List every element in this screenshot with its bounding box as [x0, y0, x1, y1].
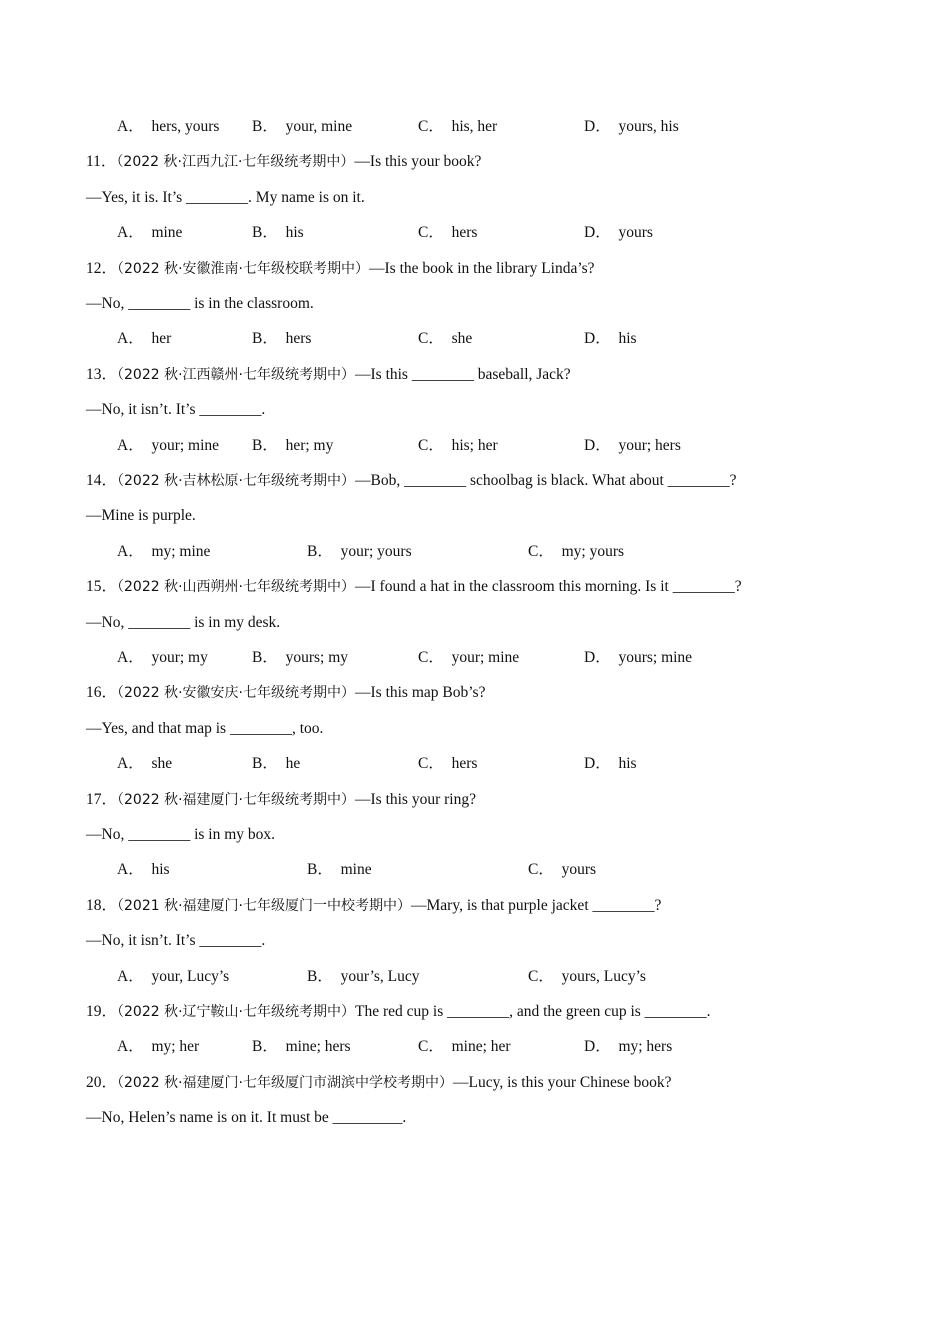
- question-reply: —No, it isn’t. It’s ________.: [86, 401, 266, 419]
- question-stem: [86, 683, 485, 703]
- options-row: [0, 223, 950, 243]
- question-source: （2022 秋·安徽淮南·七年级校联考期中）: [117, 260, 369, 277]
- option-a[interactable]: A． hers, yours: [117, 118, 220, 135]
- option-b[interactable]: B． his: [252, 224, 304, 242]
- question-stem: [86, 152, 481, 172]
- question-stem: [86, 471, 737, 491]
- question-text: —Is this map Bob’s?: [355, 684, 486, 702]
- option-a[interactable]: A． she: [117, 755, 173, 773]
- option-a[interactable]: A． his: [117, 861, 170, 879]
- option-d[interactable]: D． my; hers: [584, 1038, 673, 1056]
- question-number: 20．: [86, 1073, 118, 1091]
- option-c[interactable]: C． his; her: [418, 436, 498, 454]
- options-row: [0, 329, 950, 349]
- option-c[interactable]: C． my; yours: [528, 542, 625, 560]
- option-d[interactable]: D． his: [584, 755, 637, 773]
- option-b[interactable]: B． mine: [307, 861, 372, 879]
- question-text: —Bob, ________ schoolbag is black. What about ________?: [355, 472, 737, 489]
- options-row: [0, 860, 950, 880]
- option-c[interactable]: C． his, her: [418, 118, 498, 135]
- question-source: （2022 秋·安徽安庆·七年级统考期中）: [117, 685, 355, 702]
- question-reply: —No, ________ is in my box.: [86, 826, 276, 843]
- question-number: 17．: [86, 790, 118, 808]
- option-d[interactable]: D． his: [584, 330, 637, 348]
- option-a[interactable]: A． her: [117, 330, 172, 348]
- question-text: —I found a hat in the classroom this morning. Is it ________?: [355, 578, 742, 596]
- option-b[interactable]: B． her; my: [252, 436, 334, 454]
- options-row: [0, 754, 950, 774]
- options-row: [0, 1037, 950, 1057]
- option-a[interactable]: A． my; mine: [117, 542, 211, 560]
- option-b[interactable]: B． mine; hers: [252, 1038, 351, 1056]
- question-stem: [86, 1002, 711, 1022]
- question-number: 19．: [86, 1003, 118, 1020]
- option-d[interactable]: D． yours; mine: [584, 649, 693, 666]
- question-reply: —Yes, and that map is ________, too.: [86, 719, 324, 737]
- question-number: 12．: [86, 259, 118, 277]
- question-number: 11．: [86, 153, 117, 171]
- question-source: （2022 秋·福建厦门·七年级厦门市湖滨中学校考期中）: [117, 1074, 453, 1091]
- question-reply: —No, Helen’s name is on it. It must be _________.: [86, 1109, 407, 1127]
- question-number: 18．: [86, 896, 118, 914]
- question-reply: —No, ________ is in the classroom.: [86, 295, 314, 312]
- option-b[interactable]: B． your; yours: [307, 542, 412, 560]
- question-source: （2022 秋·江西九江·七年级统考期中）: [116, 154, 355, 171]
- options-row: [0, 436, 950, 456]
- option-c[interactable]: C． mine; her: [418, 1038, 511, 1056]
- question-text: —Is the book in the library Linda’s?: [369, 259, 595, 277]
- question-stem: [86, 896, 661, 916]
- option-c[interactable]: C． hers: [418, 755, 478, 773]
- options-row: [0, 967, 950, 987]
- question-stem: [86, 1073, 672, 1093]
- option-b[interactable]: B． your’s, Lucy: [307, 967, 420, 985]
- option-a[interactable]: A． your; mine: [117, 436, 220, 454]
- option-a[interactable]: A． your; my: [117, 649, 208, 666]
- options-row: [0, 648, 950, 668]
- question-text: —Mary, is that purple jacket ________?: [411, 896, 662, 914]
- question-number: 15．: [86, 578, 118, 596]
- option-c[interactable]: C． hers: [418, 224, 478, 242]
- question-source: （2022 秋·福建厦门·七年级统考期中）: [117, 791, 355, 808]
- option-d[interactable]: D． your; hers: [584, 436, 681, 454]
- option-a[interactable]: A． mine: [117, 224, 183, 242]
- question-number: 16．: [86, 684, 118, 702]
- question-stem: [86, 259, 595, 279]
- question-source: （2021 秋·福建厦门·七年级厦门一中校考期中）: [117, 897, 411, 914]
- question-number: 13．: [86, 365, 118, 383]
- option-d[interactable]: D． yours: [584, 224, 653, 242]
- question-reply: —Mine is purple.: [86, 507, 196, 525]
- question-stem: [86, 577, 742, 597]
- question-source: （2022 秋·吉林松原·七年级统考期中）: [117, 473, 355, 489]
- question-text: —Is this ________ baseball, Jack?: [355, 365, 571, 383]
- option-b[interactable]: B． hers: [252, 330, 312, 348]
- option-c[interactable]: C． your; mine: [418, 649, 520, 666]
- question-source: （2022 秋·江西赣州·七年级统考期中）: [117, 366, 355, 383]
- option-b[interactable]: B． your, mine: [252, 118, 353, 135]
- question-stem: [86, 365, 571, 385]
- question-source: （2022 秋·山西朔州·七年级统考期中）: [117, 579, 355, 596]
- options-row: [0, 542, 950, 562]
- question-reply: —No, ________ is in my desk.: [86, 613, 281, 631]
- question-text: —Lucy, is this your Chinese book?: [453, 1073, 672, 1091]
- question-source: （2022 秋·辽宁鞍山·七年级统考期中）: [117, 1004, 355, 1020]
- option-b[interactable]: B． he: [252, 755, 301, 773]
- option-d[interactable]: D． yours, his: [584, 118, 679, 135]
- question-number: 14．: [86, 472, 118, 489]
- option-a[interactable]: A． my; her: [117, 1038, 200, 1056]
- question-reply: —Yes, it is. It’s ________. My name is on it.: [86, 188, 365, 206]
- option-c[interactable]: C． yours: [528, 861, 597, 879]
- question-text: The red cup is ________, and the green cup is ________.: [355, 1003, 711, 1020]
- option-c[interactable]: C． she: [418, 330, 473, 348]
- question-stem: [86, 790, 476, 810]
- options-row: [0, 117, 950, 137]
- option-c[interactable]: C． yours, Lucy’s: [528, 967, 646, 985]
- option-a[interactable]: A． your, Lucy’s: [117, 967, 230, 985]
- question-text: —Is this your ring?: [355, 790, 476, 808]
- question-reply: —No, it isn’t. It’s ________.: [86, 932, 266, 950]
- question-text: —Is this your book?: [354, 153, 482, 171]
- option-b[interactable]: B． yours; my: [252, 649, 349, 666]
